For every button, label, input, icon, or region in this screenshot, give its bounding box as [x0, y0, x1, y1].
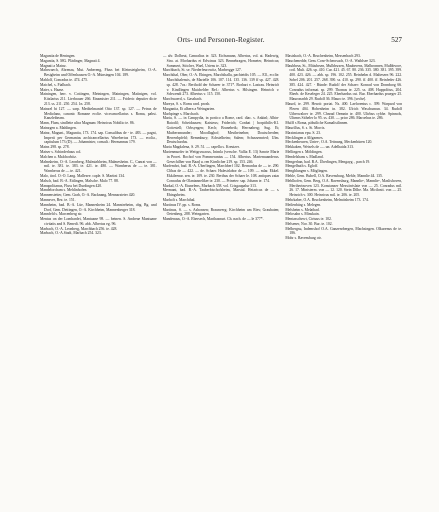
- register-entry: Mentus on der Lombardei, Mantuane 98. — beinen. S. Andreae Mantuane civitatis and S. Benedi. 96. abb. Albertus eg. 96.: [40, 217, 157, 226]
- register-entry: Mentasschewt, Cirtuus te. 102.: [285, 217, 332, 222]
- register-entry: Mastsbach, O.-A. Bruchenheim, Messenbach 293.: [285, 54, 361, 58]
- register-entry: Marchbach, St. se. Niederfeurowitz, Marbergge 127.: [162, 68, 242, 73]
- register-entry: Melbergsu, Indemshof O.A. Ganzenrbergen, Machsingen. Olkurenus de te. 186.: [285, 226, 403, 236]
- register-entry: Malchen a. Malchorbitz.: [40, 154, 77, 159]
- register-entry: Meckenbeuren, Unter-, O.A. Tettnang, Meckenbüren 120.: [285, 140, 373, 145]
- register-entry: Mannenstetter, Gem. Grab, O.-A. Backnang, Mennarsteter 420.: [40, 193, 136, 198]
- register-entry: Maubbrsn, St., Miüsbrsen, Mulbbsrsen, Mauberens, Malbronnen, Mulbbvore, cotl. Mult. 426. sp. 410. Cur. 421. 45. 67. 80. 236. 335. 380. 381. 395. 399. 400. 423. 426. — abb. sp. 196. 102. 255. Beinhelm d. Maltesern 96. 222. Sobel 206. 201. 257. 268. 390. ss. 410. sp. 290. ff. 400. ff. Beinfeder 426. 385. 424. 427. - Bünde: Rudolf der Schaer: Konrad von Donnborg 66. Conradus informat. sp. 299. Thomas te. 225. ss. 408. Huppolitus, 204. Eberb. de Keseleger 24. 225. Eberhardus cut. Bur. Eberhardus prueger 25. Mauronarhb 29. Rudolf 36. Mauro te. 396. [seche].: [285, 63, 403, 102]
- register-entry: Marholt s. Marchthal.: [162, 197, 196, 202]
- register-entry: Melsheim s. Melatbad.: [285, 207, 320, 212]
- register-entry: Mannheim, bad. B.-A. Lüe, Mannesheim 24. Manntreheim, obg. Bg. und Dorf, Gem. Dettingen, O.-A. Kirchheim, Mannenberger 318.: [40, 202, 157, 212]
- register-entry: Martinus IV. pp. s. Roms.: [162, 202, 202, 207]
- register-entry: Malmsheim, O.-A. Leonberg, Malmizbheim, Malmesheim. C., Canrat von — mil. te. 381. te. 383. te. 421. te. 480. — Warnherus de — te. 381. Warnherus de — te. 421.: [40, 159, 157, 174]
- register-entry: Mareya, S. s. Roms rard. prosb.: [162, 101, 211, 106]
- register-entry: Mainz, Magunt., Maguntia, 173. 174. sap. Consulibus de - te. 483. — pagni, Imperii per Germanias archicancellarius Warebertus 173. — ecolia., capitulum 173 (D). — Johannister, consult.: Hermannus 179.: [40, 130, 157, 145]
- register-entry: Marganita, Et albern a Weingarten.: [162, 106, 216, 111]
- register-entry: Maiser s. Schinderhaus col.: [40, 149, 82, 154]
- register-entry: Marbach, O.-A. Leonberg, Marchbach 256. te. 428.: [40, 226, 118, 231]
- page-header: [40, 36, 402, 48]
- register-entry: Mecklingen a Alfgarmes.: [285, 135, 324, 140]
- register-entry: Mannfeld s. Marcenberg str.: [40, 212, 83, 217]
- register-entry: Mehle, Gem. Bubell, O.A. Ravensburg, Mehle, Mannlie 44. 135.: [285, 173, 383, 178]
- register-entry: Marfemhrt, bad. B.-A. Überlingen, Marchberf 102. Bernardus de — te. 290. Clibas de — 422. — de. Schaer. Halesirlabor de — 109. — mlar. Ekkel. Ekkileenar. sen. te. 109. te. 230. Berthus der Schaer le. 108. antiques zaiar Conradus de Olantanneliker te. 230. — Prineter: sap. Johann te. 174.: [162, 164, 280, 183]
- register-entry: Markal, O.-A. Eiunelens, Marbach 358. vol. Crisgaupalur 313.: [162, 183, 257, 188]
- register-entry: Mehrkaber, O.A. Bruckenheim, Melmitsheim 173. 174.: [285, 197, 369, 202]
- register-entry: Mahrwaech, Abrenaa, Mut. Anbereng, Fluss bei Kleinsteigheim, O.-A. Besigheim und Offenhausen O.-A. Münsingen 104. 189.: [40, 68, 157, 78]
- register-entry: Maguntia de Heningen.: [40, 54, 76, 58]
- register-entry: Manapolitanus, Fluss bei Durdingen 420.: [40, 183, 103, 188]
- page-number: 527: [391, 36, 402, 44]
- register-columns: [40, 54, 402, 500]
- register-column-left: [40, 54, 157, 500]
- register-column-right: [285, 54, 402, 500]
- register-entry: Mainingen, herr. v. Cottingen, Meiningen, Mainingen, Maiinigen, vol. Kitzlarius 211. Lierbrauer 266. Einamister 211. — Frideric deputier dicte 213. ss. 211. 250. 254. 1n. 258.: [40, 92, 157, 106]
- register-entry: Maximianus epu. S. 23.: [285, 130, 321, 135]
- register-entry: Melosahn s. Minskain.: [285, 212, 320, 217]
- register-entry: Martinus, S. — s. Ashonsen; Braunverg; Kirchheim am Ries; Graubaten; Oetenberg. 288. Weingarten.: [162, 207, 280, 217]
- register-entry: Mermant, bad. B.-A. Tauberbischofsheim, Marstal. Heiaricus de — s. Ebingsbeim.: [162, 188, 280, 198]
- page-title: Orts- und Personen-Register.: [177, 36, 265, 44]
- register-entry: Melsener, Nor. 30. Bur. te. 102.: [285, 221, 333, 226]
- register-entry: Maurd, te. 299. Heartt: portat. Ns. 400. Laelorentus c. 399. Warpard von Fleren 404. Hobenheim in. 382. Ulrich Waschumun. 34. Rudolf Uiberwaloer te. 299. Chnrad Oemnin te. 400. Ultrbus cybhe. Spinnols, Ultrnns Sitheler lo 95. ss. 430. — prior 286. Maroehus te. 286.: [285, 101, 403, 121]
- register-entry: Malsch, bad. B.-A. Ettlingen, Malsche. Malo 77. 88.: [40, 178, 119, 183]
- register-entry: Mendelshans s. Madland.: [285, 154, 324, 159]
- register-entry: Meilenbürg s. Melegen.: [285, 202, 322, 207]
- register-entry: Mehlhofen, Gem. Berg, O.A. Ravensburg, Mannlie-, Mannlie-, Maslishoven, Mertherinoven 123. Konstanzer Messtirrislate von — 25. Conradus mil. 26. 17. Ministerm. von — 12. 120. Stein Dilhe. Ma. Mirilonit. von — 25. Heinrich v. 300. Heinricus mil. te. 206. te. 205.: [285, 178, 403, 198]
- register-entry: Marchwaerd, s. Gaszbach.: [162, 97, 203, 102]
- register-entry: Mannsver, Bez. te. 151.: [40, 197, 76, 202]
- register-entry: Mellingen s. Möldingen.: [285, 149, 323, 154]
- register-entry: Marienmurder in Weitgruwacus, Inimla (versche. Vallia E. 13) Sancte Marie in Prorei. Bochof von Pommeranius — 154. Albertus. Mariemuanderus. Gesechilher von Baad u. ren Kirnlicher 219. sp. 153. 246.: [162, 149, 280, 164]
- register-entry: Mains 298. sp. 278.: [40, 145, 70, 150]
- register-entry: Malo, tirol. O.-O. Lang. Mallesee. caple. S. Martini 134.: [40, 173, 125, 178]
- register-entry: Magnati a Mainz.: [40, 63, 67, 68]
- register-entry: Mainzel bt 127. — sarp. Meditelmaniel Otto 137. sp. 127. — Petrus de Mediolano, canonic Romane ecclie. vicecancellarius s. Roma, pabst. Kanzleibeam.: [40, 106, 157, 121]
- register-entry: — alv. Dolbeut, Camraltus te. 323. Eichsmann, Albertus, vol. at. Hadewig, Stra. at. Morhardus et Erlwinus 323. Bennebragen, Hometer, Heinricus; Sommert, Stitcher, Wael, Uriens te. 323.: [162, 54, 280, 68]
- register-entry: Marbach, O.-A.Stadt, Marbach 254. 323.: [40, 231, 102, 236]
- register-entry: Mekkaken, Weisels de —. un. Adelhaida 313.: [285, 145, 354, 150]
- register-entry: Mengblungen s. Möglingen.: [285, 169, 328, 174]
- register-entry: Marhpinge s. Marchach.: [162, 111, 200, 116]
- register-entry: Maria Magdalena, S. 29. 51. — capella s. Kreutzer.: [162, 145, 240, 150]
- register-entry: Maurillus, S. s. St. Morris.: [285, 125, 326, 130]
- register-entry: Mengelhuth s. Egloff.: [285, 164, 319, 169]
- register-entry: Maichel, s. Fialbach.: [40, 82, 72, 87]
- register-entry: Mandelorcham s. Mehlinhofen.: [40, 188, 88, 193]
- register-entry: Maier, s. Haase.: [40, 87, 65, 92]
- register-entry: Mahlolf, Conradus te. 474. 475.: [40, 77, 88, 82]
- register-column-middle: [163, 54, 280, 500]
- register-entry: Maguntia, S. MG. Plädinger, Magnati 4.: [40, 58, 101, 63]
- register-entry: Marchthal, Ober, O.-A. Ehingen, Marchthalla, pachteidis 105. — Ell., ecclie. Marchthalensis, de Martelle 106. 107. 114. 135. 136. 139 ff sp. 427. 428. sp. 428. 7os.: Berthold der Schaeer te. 371*. Borhart v. Lastrau. Heinrich v. Kindlingen Maichelder Ref.: Albertus v. Hilsingen. Heinrich v. Schwendi 273. Albertus v. 115. 150.: [162, 73, 280, 97]
- register-entry: Mohr s. Ravensburg otr.: [285, 236, 322, 241]
- register-entry: Mann, Flum, sindlette ultra Magnum: Heinricus Nobilio te. 86.: [40, 121, 135, 126]
- register-entry: Mainzgen a. Mahlingen.: [40, 125, 77, 130]
- register-entry: Mengerhan, bad. B.A. Überlingen, Mengayg. , parch 19.: [285, 159, 371, 164]
- register-entry: Mandenaus, O.-A. Ebersech, Marthasnurt. Ch. nach. de — le 377*.: [162, 217, 264, 222]
- register-entry: Mauchenedde, Gem. Conr-Scheorsach, O.-A. Waiblsee 323.: [285, 58, 376, 63]
- register-entry: Maria, S. — in Campydia, in portico a Rome, rard. diac. s. Ankinl; Albin-Baiodil; Scheidausen; Kaisteus; Friderich; Conbat | borptibilis-K1. Gottestell; Orbsyngen; Kech; Brunebeik; Herrnaberg; Sug. Et; Mutbersmunder; Moodlaghof; Mestheinehrn; Doutscherden; Herrenbpfeld; Remmbury; Echstelheim; Salem; Schussemried; Ulm. Deutschardus.: [162, 116, 280, 145]
- register-entry: Mulff s Roma, päbstliche Kamalistlinnen.: [285, 121, 349, 126]
